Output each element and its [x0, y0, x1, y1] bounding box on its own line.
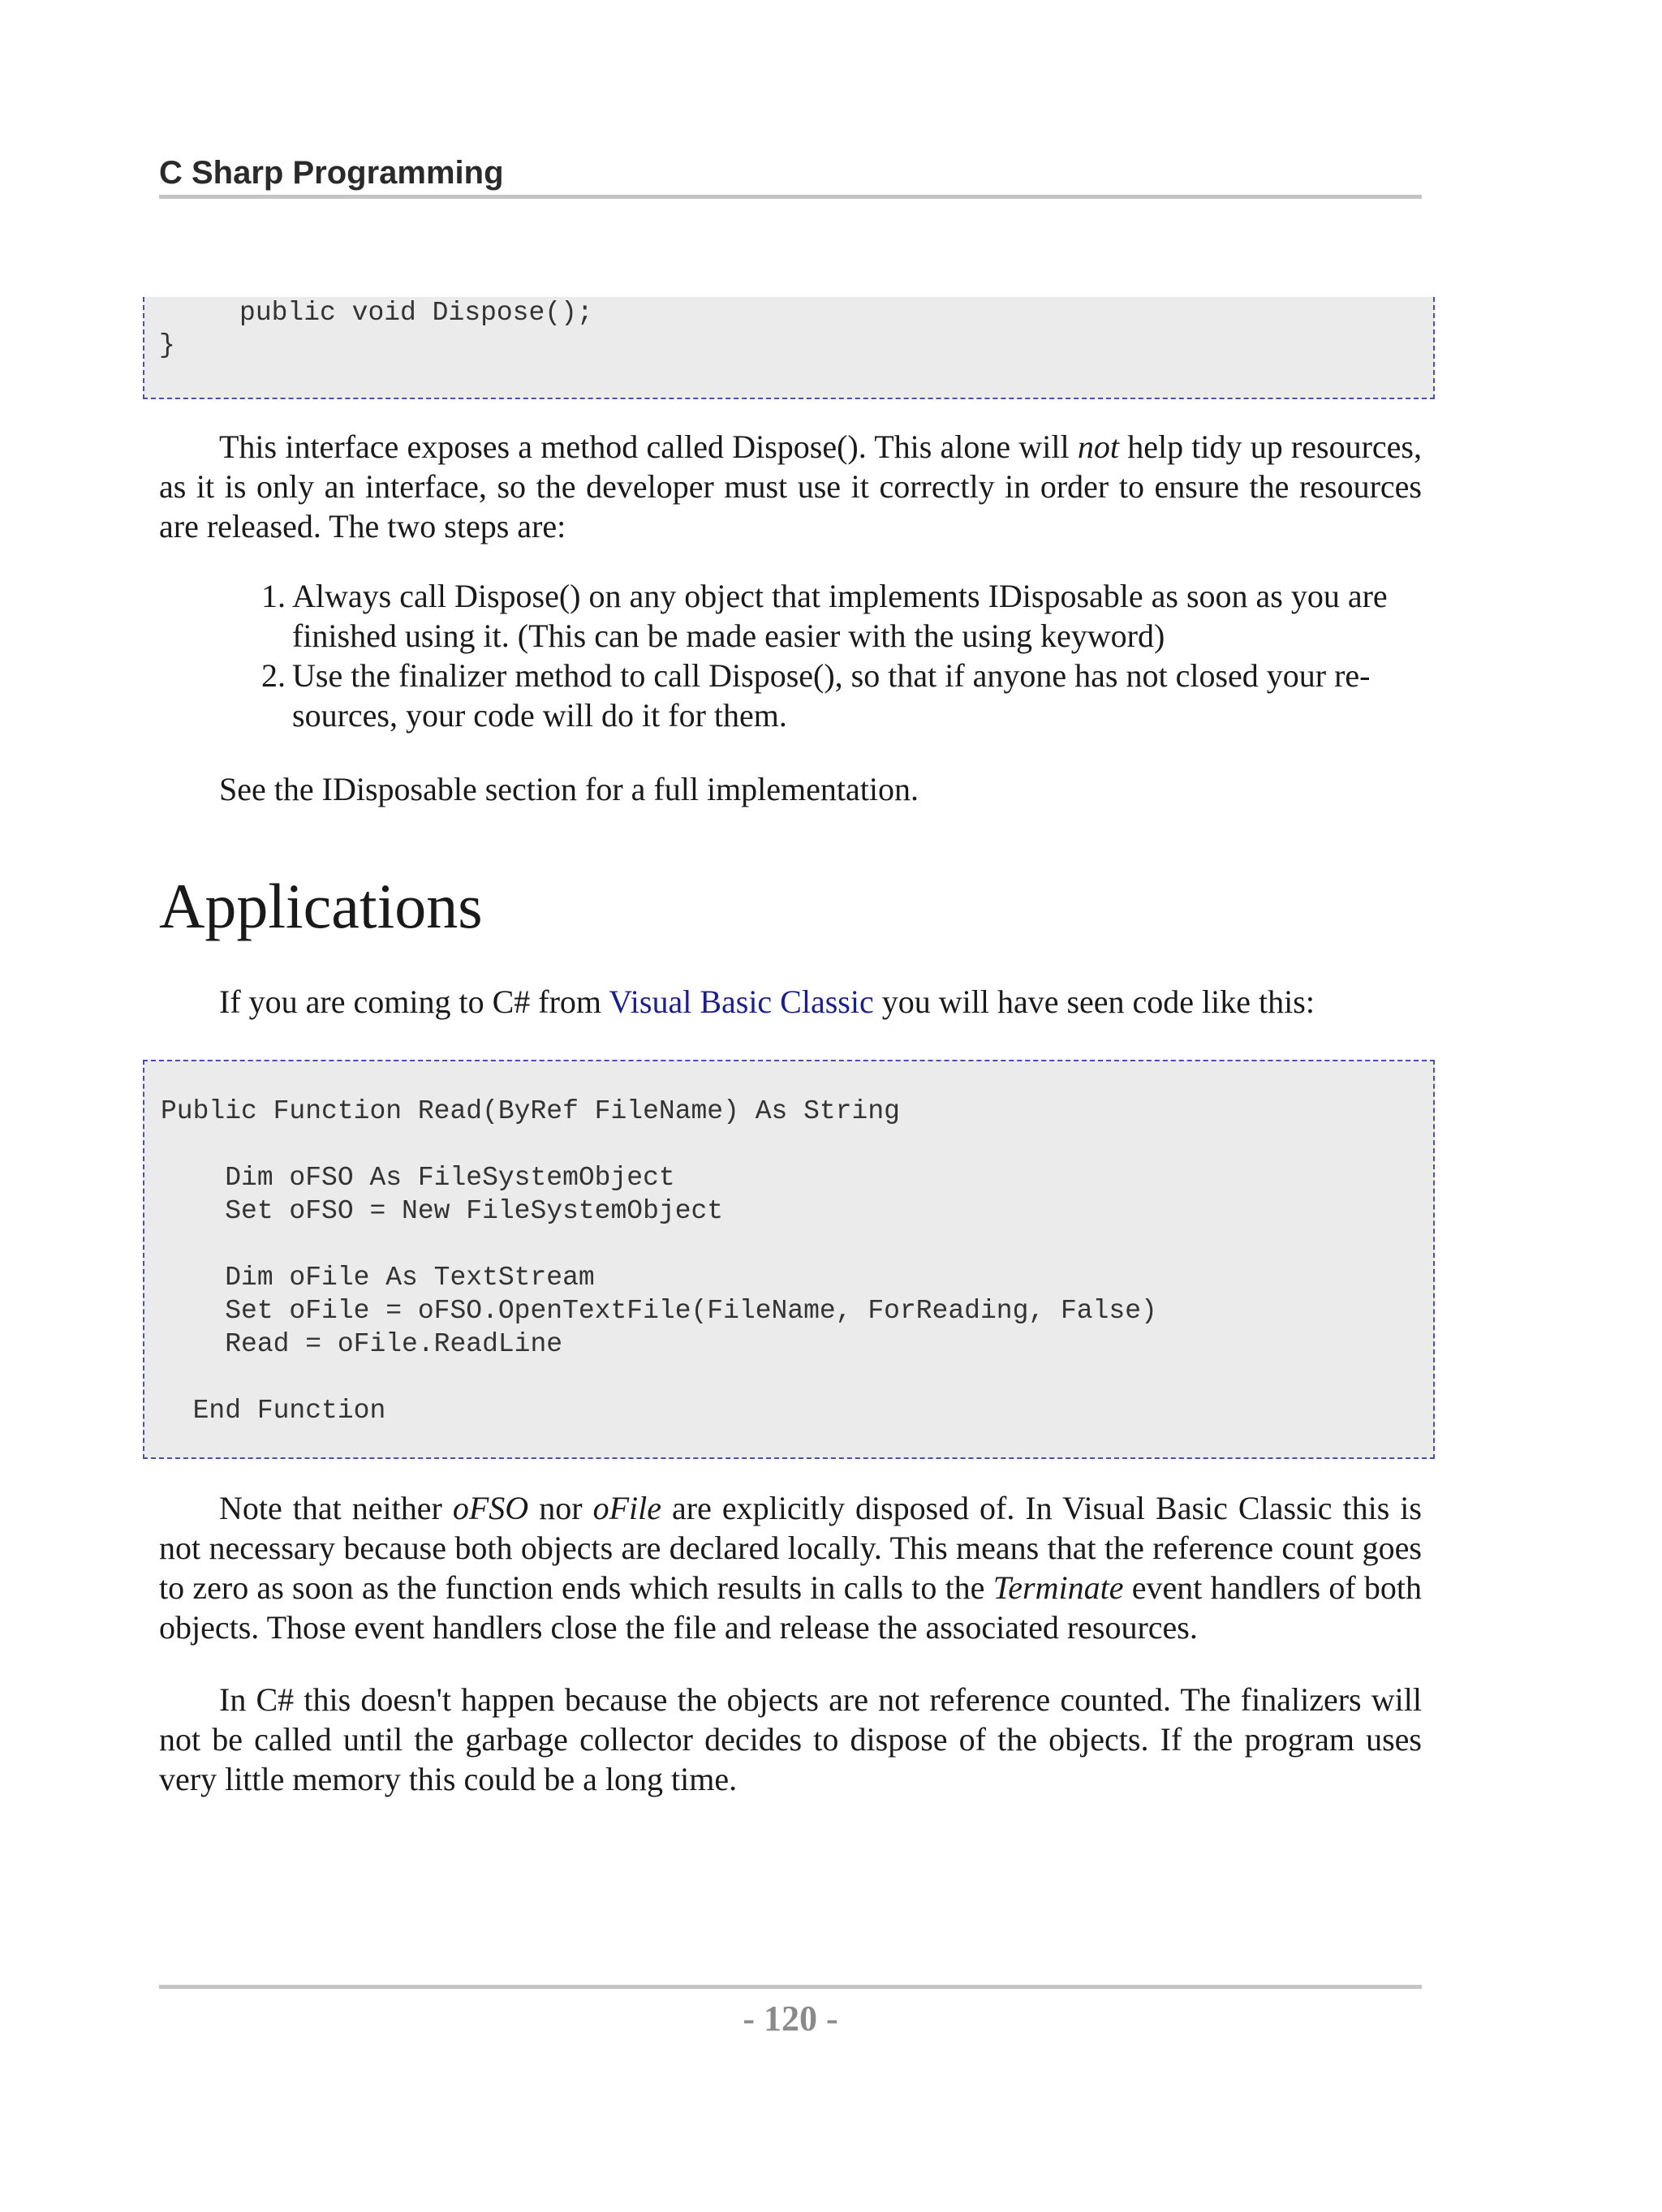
- list-number: 2.: [261, 657, 286, 694]
- text-run: event handlers of both objects. Those event handlers close the file and release the associated resources.: [159, 1569, 1423, 1646]
- emphasis-text: oFile: [592, 1490, 661, 1526]
- list-text: Use the finalizer method to call Dispose(), so that if anyone has not closed your re-sources, your code will do it for them.: [292, 657, 1371, 734]
- code-line: Set oFile = oFSO.OpenTextFile(FileName, ForReading, False): [161, 1296, 1157, 1326]
- code-line: public void Dispose();: [159, 298, 593, 328]
- paragraph-vb-disposal-note: [159, 1488, 1422, 1647]
- text-run: you will have seen code like this:: [873, 983, 1315, 1020]
- running-header-title: C Sharp Programming: [159, 155, 504, 191]
- text-run: help tidy up resources, as it is only an interface, so the developer must use it correctly in order to ensure the resources are released. The two steps are:: [159, 428, 1423, 544]
- text-run: nor: [528, 1490, 593, 1526]
- code-line: Dim oFSO As FileSystemObject: [161, 1163, 675, 1193]
- text-run: are explicitly disposed of. In Visual Basic Classic this is not necessary because both objects are declared locally. This means that the reference count goes to zero as soon as the function ends which results in calls to the: [159, 1490, 1422, 1606]
- text-run: See the IDisposable section for a full implementation.: [219, 771, 919, 807]
- code-line: Set oFSO = New FileSystemObject: [161, 1196, 724, 1226]
- emphasis-text: not: [1077, 428, 1119, 465]
- section-heading-applications: Applications: [159, 871, 483, 941]
- text-run: Note that neither: [219, 1490, 453, 1526]
- emphasis-text: oFSO: [452, 1490, 529, 1526]
- code-block-dispose: [143, 297, 1435, 399]
- code-line: Public Function Read(ByRef FileName) As String: [161, 1096, 900, 1126]
- header-divider: [159, 195, 1422, 199]
- text-run: This interface exposes a method called Dispose(). This alone will: [219, 428, 1078, 465]
- page-number: - 120 -: [743, 1999, 838, 2038]
- text-run: In C# this doesn't happen because the objects are not reference counted. The finalizers will not be called until the garbage collector decides to dispose of the objects. If the program uses very little memory this could be a long time.: [159, 1681, 1422, 1797]
- visual-basic-classic-link[interactable]: Visual Basic Classic: [609, 983, 874, 1020]
- footer-divider: [159, 1985, 1422, 1989]
- code-line: }: [159, 330, 175, 360]
- code-line: Dim oFile As TextStream: [161, 1263, 595, 1293]
- paragraph-dispose-intro: [159, 427, 1422, 546]
- emphasis-text: Terminate: [992, 1569, 1124, 1606]
- code-block-vb-read-function: [143, 1060, 1435, 1459]
- list-number: 1.: [261, 578, 286, 614]
- code-line: End Function: [161, 1396, 386, 1426]
- text-run: If you are coming to C# from: [219, 983, 609, 1020]
- paragraph-vb-intro: [159, 982, 1422, 1022]
- paragraph-see-idisposable: [159, 769, 1422, 809]
- paragraph-csharp-finalizers: [159, 1680, 1422, 1799]
- code-line: Read = oFile.ReadLine: [161, 1329, 563, 1359]
- list-text: Always call Dispose() on any object that implements IDisposable as soon as you are finished using it. (This can be made easier with the using keyword): [292, 578, 1388, 654]
